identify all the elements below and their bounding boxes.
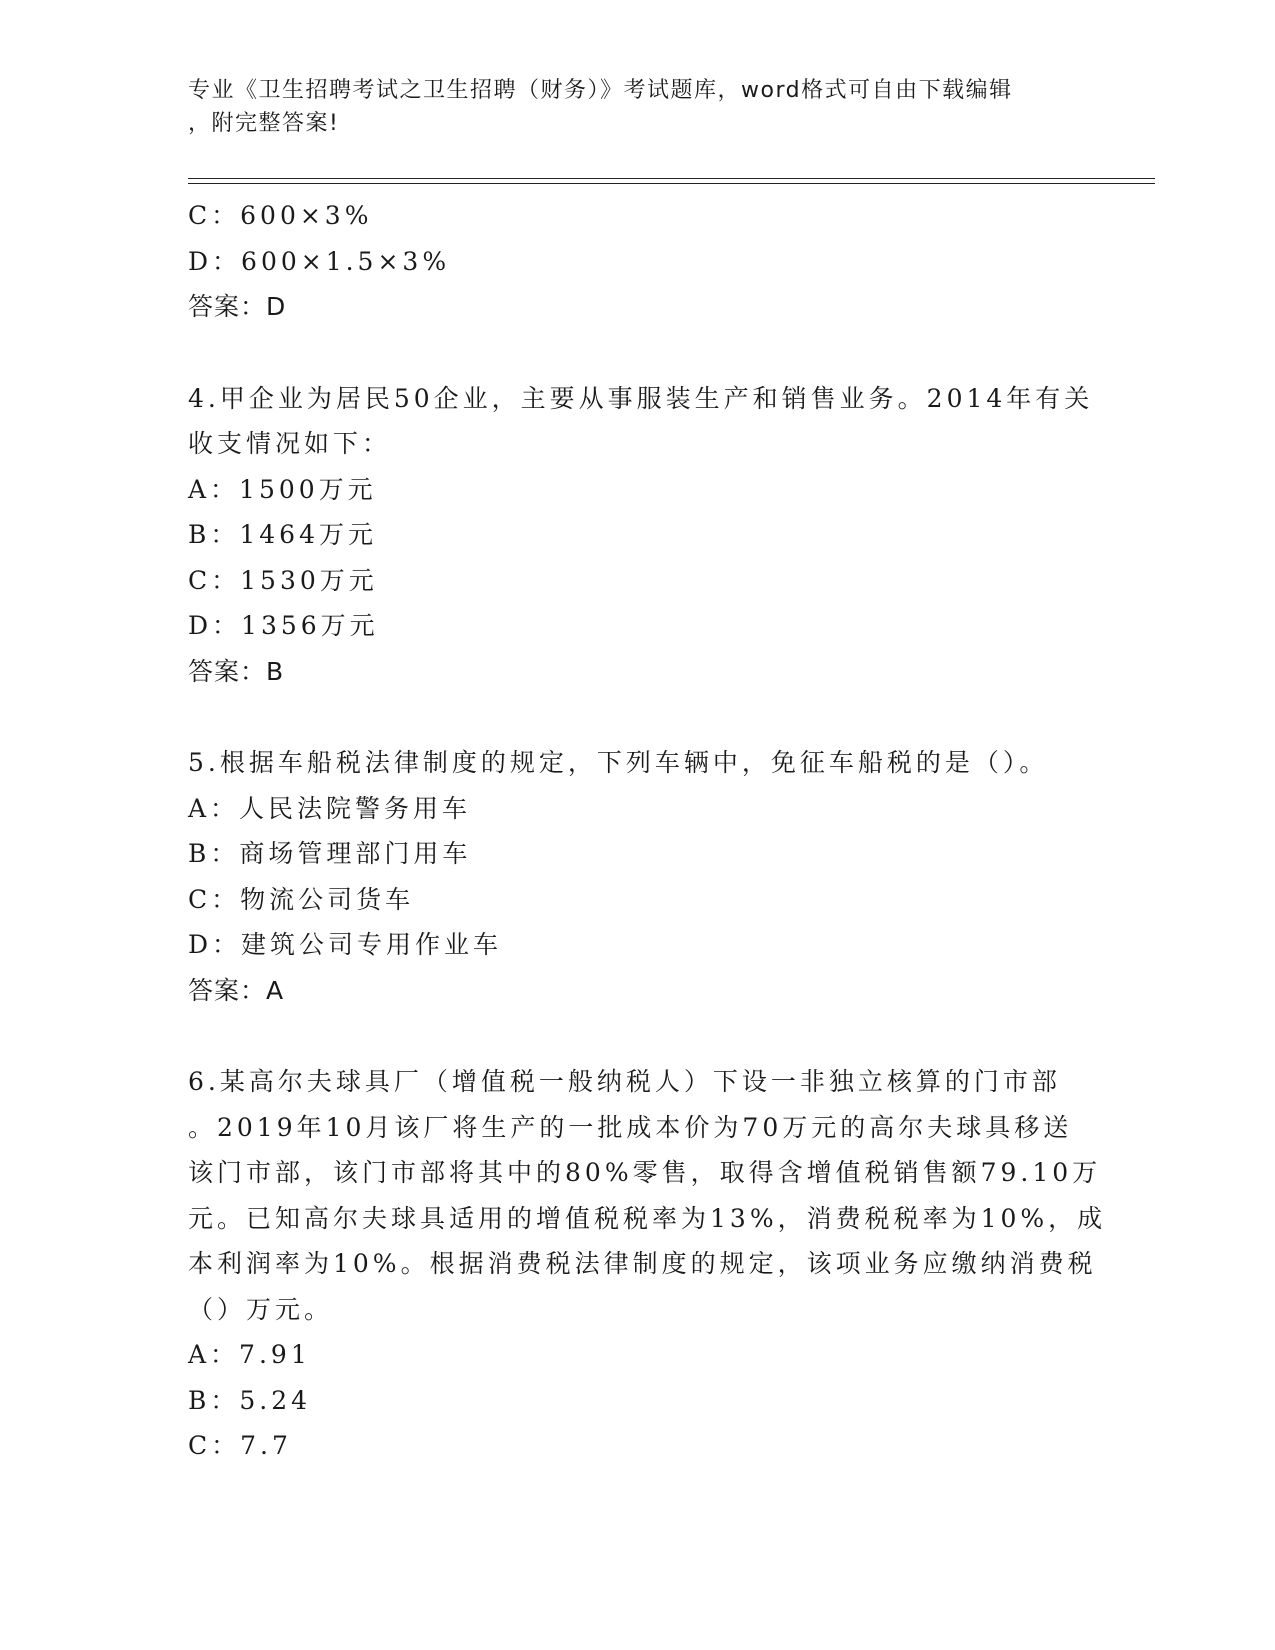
- option-a: A：1500万元: [188, 474, 377, 504]
- question-stem-line: 该门市部，该门市部将其中的80%零售，取得含增值税销售额79.10万: [188, 1158, 1102, 1187]
- option-d: D：600×1.5×3%: [188, 246, 451, 276]
- question-list: [188, 193, 1107, 1469]
- spacer: [188, 1013, 1088, 1059]
- question-stem-line: （）万元。: [188, 1294, 334, 1324]
- question-stem-line: 6.某高尔夫球具厂（增值税一般纳税人）下设一非独立核算的门市部: [188, 1067, 1061, 1096]
- option-b: B：5.24: [188, 1385, 312, 1415]
- header-line-2: ，附完整答案!: [188, 111, 340, 136]
- question-stem-line: 5.根据车船税法律制度的规定，下列车辆中，免征车船税的是（）。: [188, 748, 1049, 777]
- spacer: [188, 330, 1088, 376]
- document-header: [188, 74, 1068, 140]
- option-a: A：人民法院警务用车: [188, 793, 472, 823]
- question-stem-line: 元。已知高尔夫球具适用的增值税税率为13%，消费税税率为10%，成: [188, 1203, 1107, 1233]
- option-d: D：1356万元: [188, 611, 379, 640]
- option-c: C：600×3%: [188, 201, 373, 230]
- spacer: [188, 694, 1088, 740]
- question-5: [188, 740, 1088, 1013]
- option-d: D：建筑公司专用作业车: [188, 930, 503, 959]
- answer-line: 答案：D: [188, 292, 287, 321]
- question-stem-line: 收支情况如下：: [188, 429, 392, 458]
- option-c: C：1530万元: [188, 565, 378, 595]
- option-b: B：商场管理部门用车: [188, 839, 472, 868]
- option-b: B：1464万元: [188, 520, 377, 549]
- option-a: A：7.91: [188, 1340, 311, 1369]
- header-rule-top: [188, 178, 1155, 179]
- header-rule-bottom: [188, 183, 1155, 184]
- previous-question-tail: [188, 193, 1088, 330]
- question-6: [188, 1059, 1107, 1469]
- option-c: C：物流公司货车: [188, 884, 415, 914]
- question-stem-line: 本利润率为10%。根据消费税法律制度的规定，该项业务应缴纳消费税: [188, 1249, 1097, 1278]
- option-c: C：7.7: [188, 1431, 292, 1460]
- answer-line: 答案：A: [188, 975, 285, 1005]
- header-line-1: 专业《卫生招聘考试之卫生招聘（财务）》考试题库，word格式可自由下载编辑: [188, 78, 1013, 103]
- answer-line: 答案：B: [188, 656, 285, 686]
- question-4: [188, 376, 1094, 695]
- question-stem-line: 4.甲企业为居民50企业，主要从事服装生产和销售业务。2014年有关: [188, 383, 1094, 413]
- question-stem-line: 。2019年10月该厂将生产的一批成本价为70万元的高尔夫球具移送: [188, 1112, 1073, 1142]
